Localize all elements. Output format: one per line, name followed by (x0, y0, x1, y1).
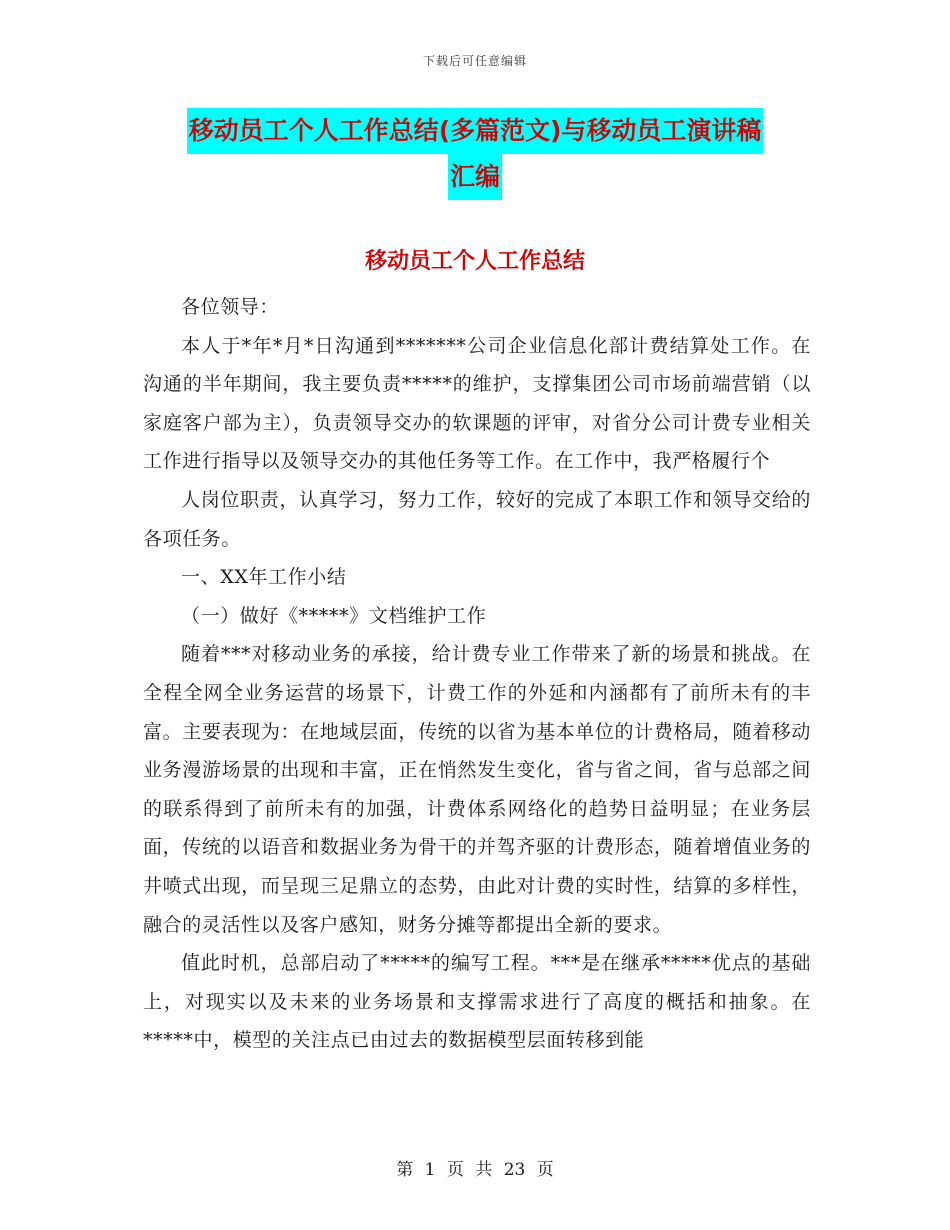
body-text (143, 288, 811, 1060)
document-title-line-1: 移动员工个人工作总结(多篇范文)与移动员工演讲稿 (187, 108, 764, 154)
paragraph-salutation: 各位领导： (181, 296, 280, 318)
paragraph: 随着***对移动业务的承接，给计费专业工作带来了新的场景和挑战。在全程全网全业务运营的场景下，计费工作的外延和内涵都有了前所未有的丰富。主要表现为：在地域层面，传统的以省为基本单位的计费格局，随着移动业务漫游场景的出现和丰富，正在悄然发生变化，省与省之间，省与总部之间的联系得到了前所未有的加强，计费体系网络化的趋势日益明显；在业务层面，传统的以语音和数据业务为骨干的并驾齐驱的计费形态，随着增值业务的井喷式出现，而呈现三足鼎立的态势，由此对计费的实时性，结算的多样性，融合的灵活性以及客户感知，财务分摊等都提出全新的要求。 (143, 643, 811, 936)
paragraph: 人岗位职责，认真学习，努力工作，较好的完成了本职工作和领导交给的各项任务。 (143, 488, 811, 550)
heading-level-1: 一、XX年工作小结 (181, 566, 347, 589)
document-title-line-2: 汇编 (448, 154, 502, 200)
section-title: 移动员工个人工作总结 (364, 249, 585, 274)
paragraph: 本人于*年*月*日沟通到*******公司企业信息化部计费结算处工作。在沟通的半年期间，我主要负责*****的维护，支撑集团公司市场前端营销（以家庭客户部为主），负责领导交办的软课题的评审，对省分公司计费专业相关工作进行指导以及领导交办的其他任务等工作。在工作中，我严格履行个 (143, 334, 811, 473)
document-title (0, 108, 950, 200)
page-number: 第 1 页 共 23 页 (396, 1160, 554, 1180)
paragraph: 值此时机，总部启动了*****的编写工程。***是在继承*****优点的基础上，对现实以及未来的业务场景和支撑需求进行了高度的概括和抽象。在*****中，模型的关注点已由过去的数据模型层面转移到能 (143, 952, 811, 1052)
heading-level-2: （一）做好《*****》文档维护工作 (181, 604, 487, 627)
page-header-note: 下载后可任意编辑 (422, 54, 527, 68)
